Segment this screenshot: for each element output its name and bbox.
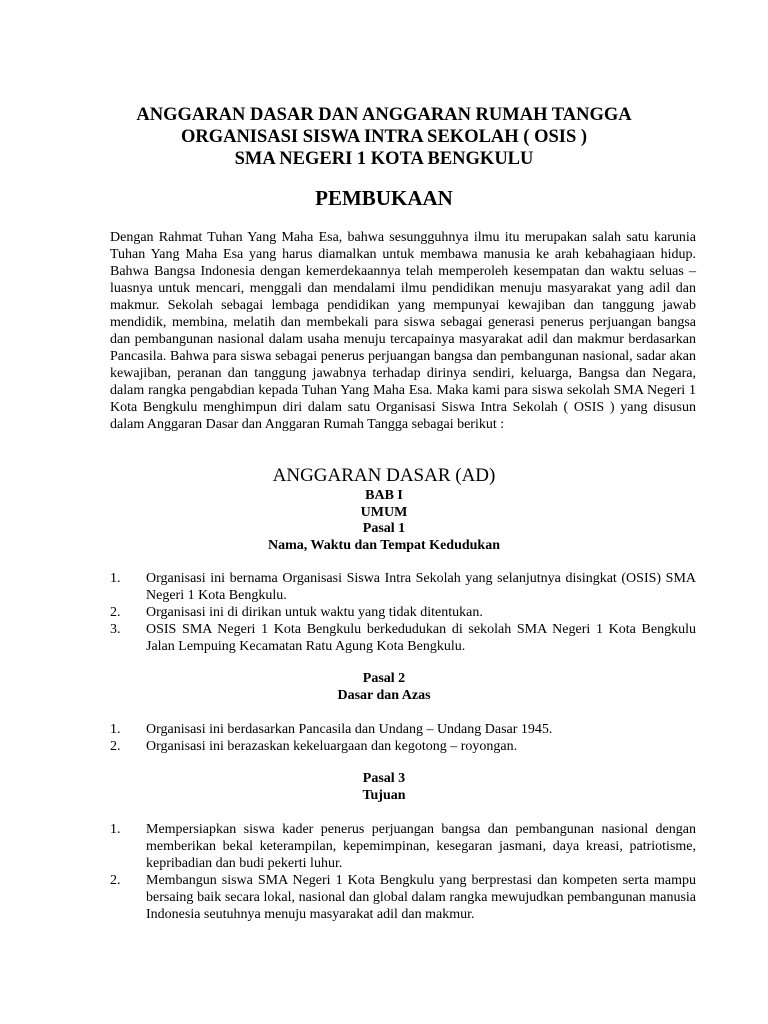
list-item-number: 3. (110, 622, 121, 637)
list-item (110, 738, 696, 755)
pembukaan-heading: PEMBUKAAN (315, 186, 453, 210)
pembukaan-paragraph: Dengan Rahmat Tuhan Yang Maha Esa, bahwa sesungguhnya ilmu itu merupakan salah satu karunia Tuhan Yang Maha Esa yang harus diamalkan untuk membawa manusia ke arah kebahagiaan hidup. Bahwa Bangsa Indonesia dengan kemerdekaannya telah memperoleh kesempatan dan waktu seluas – luasnya untuk mencari, menggali dan mendalami ilmu pendidikan menuju masyarakat yang adil dan makmur. Sekolah sebagai lembaga pendidikan yang mempunyai kewajiban dan tanggung jawab mendidik, membina, melatih dan membekali para siswa sebagai generasi penerus perjuangan bangsa dan pembangunan nasional dalam usaha menuju tercapainya masyarakat adil dan makmur berdasarkan Pancasila. Bahwa para siswa sebagai penerus perjuangan bangsa dan pembangunan nasional, sadar akan kewajiban, peranan dan tanggung jawabnya terhadap dirinya sendiri, keluarga, Bangsa dan Negara, dalam rangka pengabdian kepada Tuhan Yang Maha Esa. Maka kami para siswa sekolah SMA Negeri 1 Kota Bengkulu menghimpun diri dalam satu Organisasi Siswa Intra Sekolah ( OSIS ) yang disusun dalam Anggaran Dasar dan Anggaran Rumah Tangga sebagai berikut : (110, 230, 696, 432)
pasal-3-title: Tujuan (362, 787, 406, 803)
pasal-2-label: Pasal 2 (362, 671, 406, 686)
bab-label: BAB I (365, 488, 403, 503)
list-item-number: 2. (110, 605, 121, 620)
pasal-3-label: Pasal 3 (362, 771, 406, 786)
list-item (110, 621, 696, 655)
pasal-1-list (110, 570, 696, 655)
pasal-3-heading-block (0, 771, 768, 804)
list-item-text: OSIS SMA Negeri 1 Kota Bengkulu berkedudukan di sekolah SMA Negeri 1 Kota Bengkulu Jalan Lempuing Kecamatan Ratu Agung Kota Bengkulu. (146, 622, 696, 654)
list-item-number: 2. (110, 739, 121, 754)
list-item-text: Membangun siswa SMA Negeri 1 Kota Bengkulu yang berprestasi dan kompeten serta mampu bersaing baik secara lokal, nasional dan global dalam rangka mewujudkan pembangunan manusia Indonesia seutuhnya menuju masyarakat adil dan makmur. (146, 873, 696, 922)
bab-title: UMUM (360, 504, 408, 520)
pasal-2-list (110, 721, 696, 755)
list-item-text: Organisasi ini berazaskan kekeluargaan dan kegotong – royongan. (146, 739, 518, 754)
pasal-1-title: Nama, Waktu dan Tempat Kedudukan (268, 537, 500, 553)
list-item-number: 1. (110, 571, 121, 586)
pasal-2-heading-block (0, 671, 768, 704)
list-item-text: Mempersiapkan siswa kader penerus perjuangan bangsa dan pembangunan nasional dengan memberikan bekal keterampilan, kepemimpinan, kesegaran jasmani, daya kreasi, patriotisme, kepribadian dan budi pekerti luhur. (146, 822, 696, 871)
list-item-text: Organisasi ini berdasarkan Pancasila dan Undang – Undang Dasar 1945. (146, 722, 553, 737)
pasal-1-label: Pasal 1 (362, 521, 406, 536)
list-item-number: 2. (110, 873, 121, 888)
document-title (0, 104, 768, 170)
list-item (110, 604, 696, 621)
list-item-number: 1. (110, 822, 121, 837)
bab-heading-block (0, 488, 768, 554)
ad-heading: ANGGARAN DASAR (AD) (272, 465, 496, 486)
list-item (110, 570, 696, 604)
list-item (110, 872, 696, 923)
list-item-number: 1. (110, 722, 121, 737)
pasal-3-list (110, 821, 696, 923)
list-item (110, 821, 696, 872)
list-item-text: Organisasi ini di dirikan untuk waktu yang tidak ditentukan. (146, 605, 483, 620)
pasal-2-title: Dasar dan Azas (337, 687, 431, 703)
title-line-2: ORGANISASI SISWA INTRA SEKOLAH ( OSIS ) (180, 127, 588, 147)
list-item (110, 721, 696, 738)
title-line-3: SMA NEGERI 1 KOTA BENGKULU (234, 149, 534, 169)
title-line-1: ANGGARAN DASAR DAN ANGGARAN RUMAH TANGGA (136, 105, 632, 125)
list-item-text: Organisasi ini bernama Organisasi Siswa Intra Sekolah yang selanjutnya disingkat (OSIS) SMA Negeri 1 Kota Bengkulu. (146, 571, 696, 603)
